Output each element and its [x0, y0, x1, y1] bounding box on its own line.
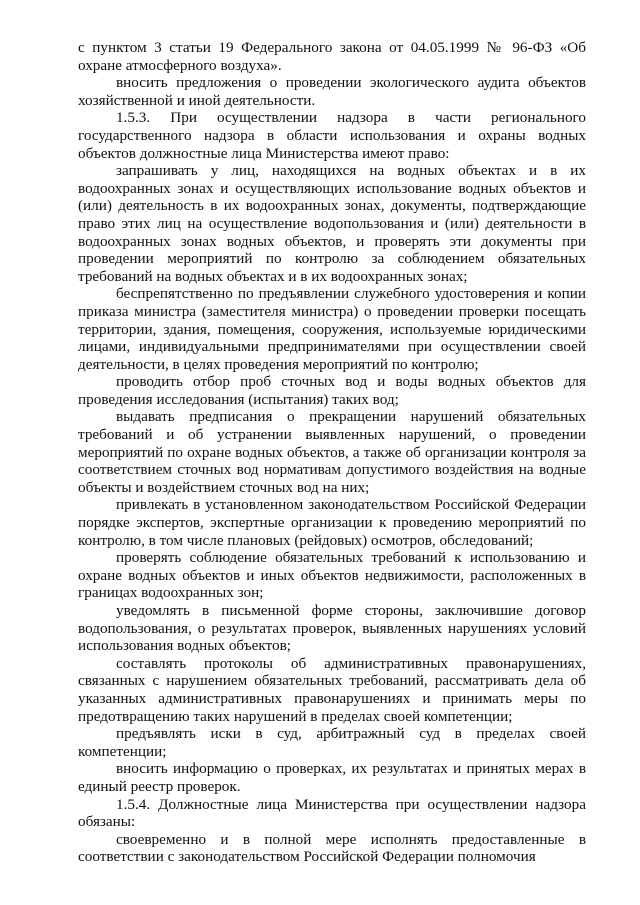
document-page	[78, 39, 586, 866]
paragraph-issue-orders: выдавать предписания о прекращении нарушений обязательных требований и об устранении выявленных нарушений, о проведении мероприятий по охране водных объектов, а также об организации контроля за соответствием сточных вод нормативам допустимого воздействия на водные объекты и воздействием сточных вод на них;	[78, 408, 586, 496]
paragraph-atmosphere-law-reference: с пунктом 3 статьи 19 Федерального закона от 04.05.1999 № 96-ФЗ «Об охране атмосферного воздуха».	[78, 39, 586, 74]
paragraph-inspection-registry: вносить информацию о проверках, их результатах и принятых мерах в единый реестр проверок.	[78, 760, 586, 795]
paragraph-draw-protocols: составлять протоколы об административных правонарушениях, связанных с нарушением обязательных требований, рассматривать дела об указанных административных правонарушениях и принимать меры по предотвращению таких нарушений в пределах своей компетенции;	[78, 654, 586, 725]
paragraph-fulfill-powers: своевременно и в полной мере исполнять предоставленные в соответствии с законодательством Российской Федерации полномочия	[78, 830, 586, 866]
paragraph-check-compliance: проверять соблюдение обязательных требований к использованию и охране водных объектов и иных объектов недвижимости, расположенных в границах водоохранных зон;	[78, 549, 586, 602]
paragraph-audit-proposals: вносить предложения о проведении экологического аудита объектов хозяйственной и иной деятельности.	[78, 74, 586, 109]
paragraph-unimpeded-access: беспрепятственно по предъявлении служебного удостоверения и копии приказа министра (заместителя министра) о проведении проверки посещать территории, здания, помещения, сооружения, используемые юридическими лицами, индивидуальными предпринимателями при осуществлении своей деятельности, в целях проведения мероприятий по контролю;	[78, 285, 586, 373]
paragraph-section-1-5-3: 1.5.3. При осуществлении надзора в части регионального государственного надзора в области использования и охраны водных объектов должностные лица Министерства имеют право:	[78, 109, 586, 162]
paragraph-file-lawsuits: предъявлять иски в суд, арбитражный суд в пределах своей компетенции;	[78, 725, 586, 760]
paragraph-water-sampling: проводить отбор проб сточных вод и воды водных объектов для проведения исследования (испытания) таких вод;	[78, 373, 586, 408]
paragraph-engage-experts: привлекать в установленном законодательством Российской Федерации порядке экспертов, экспертные организации к проведению мероприятий по контролю, в том числе плановых (рейдовых) осмотров, обследований;	[78, 496, 586, 549]
paragraph-notify-parties: уведомлять в письменной форме стороны, заключившие договор водопользования, о результатах проверок, выявленных нарушениях условий использования водных объектов;	[78, 602, 586, 655]
paragraph-request-documents: запрашивать у лиц, находящихся на водных объектах и в их водоохранных зонах и осуществляющих использование водных объектов и (или) деятельность в их водоохранных зонах, документы, подтверждающие право этих лиц на осуществление водопользования и (или) деятельности в водоохранных зонах водных объектов, и проверять эти документы при проведении мероприятий по контролю за соблюдением обязательных требований на водных объектах и в их водоохранных зонах;	[78, 162, 586, 285]
paragraph-section-1-5-4: 1.5.4. Должностные лица Министерства при осуществлении надзора обязаны:	[78, 795, 586, 831]
